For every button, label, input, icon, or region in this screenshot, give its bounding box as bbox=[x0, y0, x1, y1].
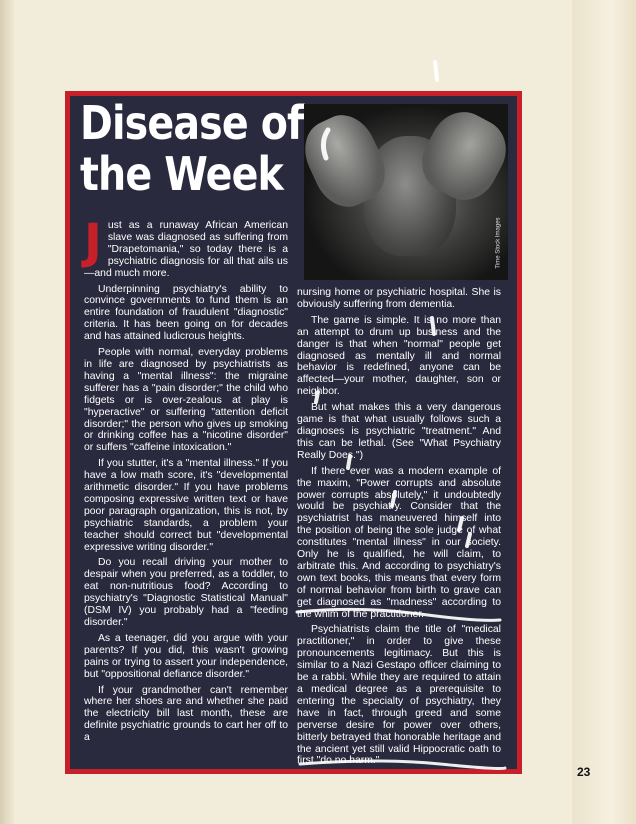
title-line-2: the Week bbox=[80, 146, 284, 201]
body-paragraph: As a teenager, did you argue with your parents? If you did, this wasn't growing pains or trying to assert your independence, but "oppositional defiance disorder." bbox=[84, 632, 288, 680]
body-paragraph: Do you recall driving your mother to despair when you preferred, as a toddler, to eat non-nutritious food? According to psychiatry's "Diagnostic Statistical Manual" (DSM IV) you probably had a "feeding disorder." bbox=[84, 557, 288, 628]
intro-paragraph bbox=[84, 214, 288, 280]
body-paragraph: If there ever was a modern example of the maxim, "Power corrupts and absolute power corrupts absolutely," it undoubtedly would be psychiatry. Consider that the psychiatrist has maneuvered himself into the position of being the sole judge of what constitutes "mental illness" in our society. Only he is qualified, he will claim, to arbitrate this. And according to psychiatry's own text books, this means that every form of normal behavior from birth to grave can get diagnosed as "madness" according to the whim of the practitioner. bbox=[297, 465, 501, 620]
title-line-1: Disease of bbox=[80, 96, 304, 150]
intro-text: ust as a runaway African American slave was diagnosed as suffering from "Drapetomania," so today there is a psychiatric diagnosis for all that ails us—and much more. bbox=[84, 220, 288, 279]
body-paragraph: Psychiatrists claim the title of "medical practitioner," in order to give these pronouncements legitimacy. But this is similar to a Nazi Gestapo officer claiming to be a rabbi. While they are required to attain a medical degree as a prerequisite to entering the specialty of psychiatry, they have in fact, through greed and some perverse desire for power over others, bitterly betrayed that honorable heritage and the ancient yet still valid Hippocratic oath to first "do no harm." bbox=[297, 624, 501, 767]
body-paragraph: People with normal, everyday problems in life are diagnosed by psychiatrists as having a "mental illness": the migraine sufferer has a "pain disorder;" the child who fidgets or is over-zealous at play is "hyperactive" or suffering "attention deficit disorder;" the person who gives up smoking or drinking coffee has a "nicotine disorder" or suffers "caffeine intoxication." bbox=[84, 347, 288, 454]
body-paragraph: But what makes this a very dangerous game is that what usually follows such a diagnoses is psychiatric "treatment." And this can be lethal. (See "What Psychiatry Really Does.") bbox=[297, 402, 501, 461]
photo-credit: Time Stock Images bbox=[495, 217, 502, 269]
article-column-right bbox=[297, 287, 501, 771]
article-photo bbox=[304, 104, 508, 280]
body-paragraph: Underpinning psychiatry's ability to convince governments to fund them is an entire foundation of fraudulent "diagnostic" criteria. It has been going on for decades and has attained ludicrous heights. bbox=[84, 283, 288, 343]
body-paragraph: If you stutter, it's a "mental illness." If you have a low math score, it's "developmental arithmetic disorder." If you have problems composing expressive written text or have poor paragraph organization, this is not, by psychiatric standards, a problem your teacher should correct but "developmental expressive writing disorder." bbox=[84, 458, 288, 553]
body-paragraph: If your grandmother can't remember where her shoes are and whether she paid the electricity bill last month, these are definite psychiatric grounds to cart her off to a bbox=[84, 684, 288, 744]
whiteout-mark bbox=[435, 62, 437, 80]
drop-cap: J bbox=[84, 214, 102, 270]
article-column-left bbox=[84, 214, 288, 748]
paper-margin bbox=[572, 0, 636, 824]
article-title bbox=[80, 96, 304, 201]
body-paragraph: The game is simple. It is no more than an attempt to drum up business and the danger is that when "normal" people get diagnosed as mentally ill and normal behavior is redefined, anyone can be affected—your mother, daughter, son or neighbor. bbox=[297, 314, 501, 398]
page-binding-edge bbox=[0, 0, 14, 824]
continuation-paragraph: nursing home or psychiatric hospital. She is obviously suffering from dementia. bbox=[297, 287, 501, 310]
page-number: 23 bbox=[577, 765, 591, 779]
